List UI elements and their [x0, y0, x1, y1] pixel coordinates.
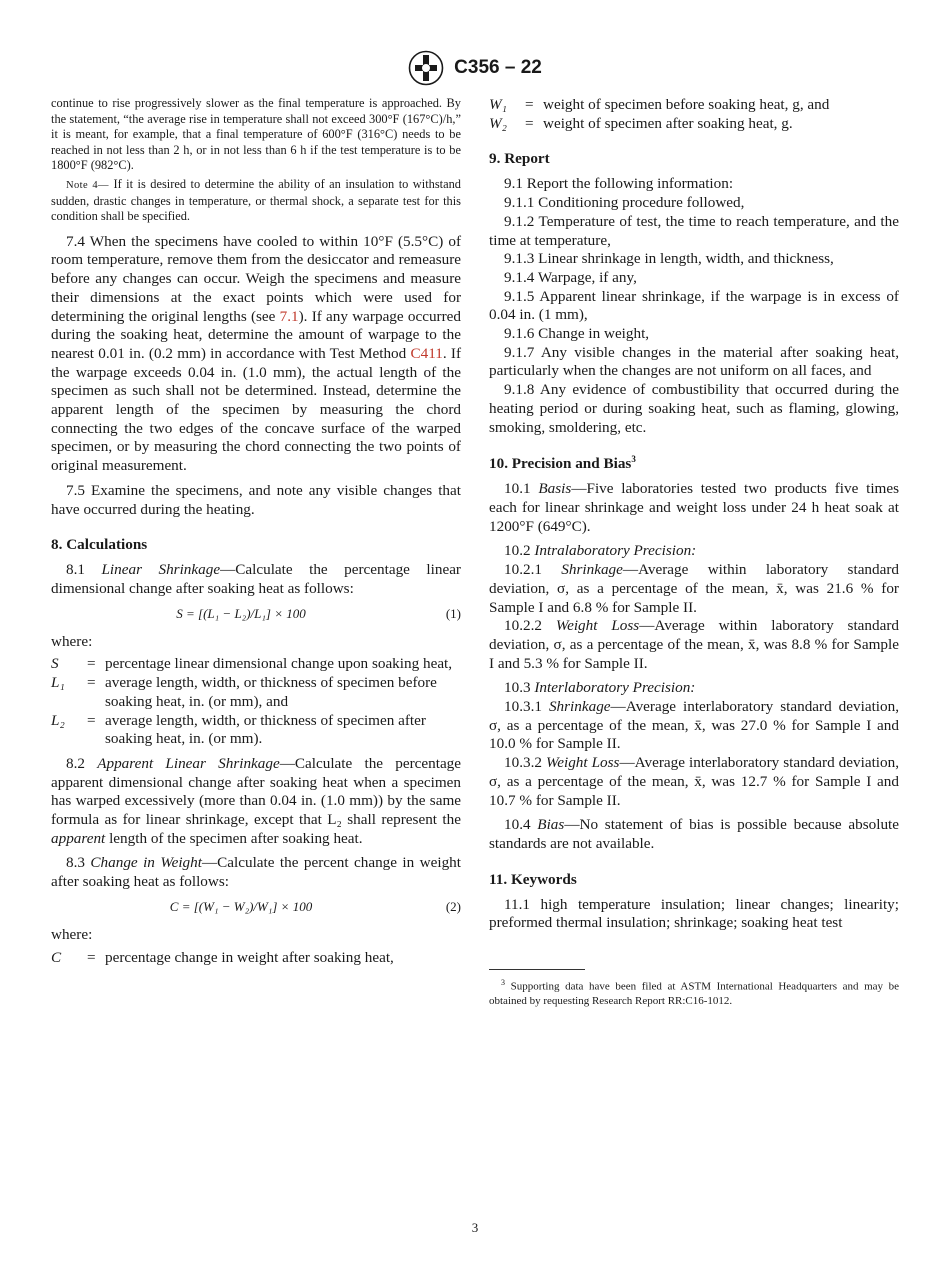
paragraph-text: —Average within laboratory standard deviation, σ, as a percentage of the mean, x̄, was 8.8 % for Sample I and 5.3 % for Sample II. [489, 617, 899, 672]
left-column [51, 96, 461, 973]
paragraph-number: 10.1 [504, 480, 539, 498]
paragraph-number: 8.3 [66, 854, 91, 872]
paragraph-text: length of the specimen after soaking heat. [105, 829, 363, 847]
heading-text: 10. Precision and Bias [489, 455, 632, 473]
definition-equals: = [87, 674, 96, 692]
definition-symbol: W₂ [489, 114, 507, 132]
definition-row [489, 96, 899, 115]
note-label: Note 4— [66, 179, 109, 191]
right-column [489, 96, 899, 1008]
emphasis-text: apparent [51, 829, 106, 847]
definition-row [489, 115, 899, 134]
report-item: 9.1.2 Temperature of test, the time to reach temperature, and the time at temperature, [489, 212, 899, 249]
definition-text: percentage change in weight after soaking heat, [105, 948, 394, 966]
definition-symbol: W₁ [489, 96, 507, 113]
paragraph-text: . If the warpage exceeds 0.04 in. (1.0 mm), the actual length of the specimen as such shall not be determined. Instead, determine the apparent length of the specimen by measuring the chord connecting the two edges of the concave surface of the warped specimen, or by measuring the chord connecting the two points of original measurement. [51, 344, 461, 475]
paragraph-10-3-1 [489, 698, 899, 754]
paragraph-title: Interlaboratory Precision: [534, 679, 696, 697]
report-item: 9.1 Report the following information: [504, 175, 734, 193]
paragraph-7-4 [51, 233, 461, 476]
report-item: 9.1.6 Change in weight, [504, 325, 650, 343]
definition-row [51, 712, 461, 749]
definition-text: average length, width, or thickness of specimen before soaking heat, in. (or mm), and [105, 674, 437, 710]
definition-equals: = [87, 655, 96, 673]
paragraph-title: Intralaboratory Precision: [534, 542, 697, 560]
paragraph-text: —Average interlaboratory standard deviation, σ, as a percentage of the mean, x̄, was 27.0 % for Sample I and 10.0 % for Sample II. [489, 698, 899, 753]
where-label: where: [51, 632, 93, 650]
paragraph-text: —No statement of bias is possible because absolute standards are not available. [489, 816, 899, 852]
definition-text: weight of specimen before soaking heat, g, and [543, 96, 830, 113]
paragraph-text: ). If any warpage occurred during the soaking heat, determine the amount of warpage to the nearest 0.01 in. (0.2 mm) in accordance with Test Method [51, 307, 461, 362]
definition-text: percentage linear dimensional change upon soaking heat, [105, 655, 453, 673]
section-heading-9: 9. Report [489, 150, 550, 168]
definition-symbol: S [51, 655, 59, 673]
paragraph-8-2 [51, 755, 461, 849]
paragraph-title: Apparent Linear Shrinkage [97, 754, 280, 772]
definition-row [51, 655, 461, 674]
footnote-text: Supporting data have been filed at ASTM International Headquarters and may be obtained by requesting Research Report RR:C16-1012. [489, 980, 899, 1007]
equation-formula: S = [(L₁ − L₂)/L₁] × 100 [176, 605, 306, 621]
paragraph-text: —Calculate the percentage linear dimensional change after soaking heat as follows: [51, 561, 461, 597]
paragraph-number: 10.4 [504, 816, 538, 834]
page-header [0, 50, 950, 86]
report-item: 9.1.7 Any visible changes in the material after soaking heat, particularly when the changes are not uniform on all faces, and [489, 343, 899, 380]
footnote [489, 976, 899, 1008]
section-heading-8: 8. Calculations [51, 536, 148, 554]
paragraph-number: 10.2.1 [504, 561, 562, 579]
astm-logo-icon [408, 50, 444, 86]
paragraph-10-4 [489, 816, 899, 853]
paragraph-number: 10.2 [504, 542, 535, 560]
paragraph-number: 10.3 [504, 679, 535, 697]
equation-2 [51, 898, 461, 916]
paragraph-number: 10.3.2 [504, 754, 546, 772]
paragraph-10-1 [489, 480, 899, 536]
report-item: 9.1.5 Apparent linear shrinkage, if the warpage is in excess of 0.04 in. (1 mm), [489, 287, 899, 324]
paragraph-number: 8.1 [66, 561, 102, 579]
continued-paragraph: continue to rise progressively slower as the final temperature is approached. By the statement, “the average rise in temperature shall not exceed 300°F (167°C)/h,” it is meant, for example, that a final temperature of 600°F (316°C) needs to be reached in not less than 2 h, or in not less than 6 h if the test temperature is to be 1800°F (982°C). [51, 96, 461, 173]
paragraph-10-2-2 [489, 617, 899, 673]
equation-1 [51, 605, 461, 623]
equation-formula: C = [(W₁ − W₂)/W₁] × 100 [169, 898, 313, 914]
paragraph-number: 10.2.2 [504, 617, 556, 635]
paragraph-title: Basis [538, 480, 572, 498]
paragraph-text: —Calculate the percent change in weight after soaking heat as follows: [51, 854, 462, 891]
report-item: 9.1.1 Conditioning procedure followed, [504, 194, 745, 212]
equation-number: (1) [445, 605, 461, 621]
report-item: 9.1.4 Warpage, if any, [504, 268, 637, 286]
definition-symbol: L₁ [51, 674, 65, 692]
definition-symbol: L₂ [51, 711, 65, 729]
section-heading-11: 11. Keywords [489, 870, 577, 888]
definition-text: weight of specimen after soaking heat, g. [543, 114, 793, 132]
paragraph-8-1 [51, 561, 461, 598]
definition-row [51, 949, 461, 968]
page-number: 3 [471, 1220, 479, 1235]
where-label: where: [51, 925, 93, 943]
paragraph-text: 7.4 When the specimens have cooled to within 10°F (5.5°C) of room temperature, remove them from the desiccator and remeasure before any changes can occur. Weigh the specimens and measure their dimensions at the exact points which were used for determining the original lengths (see [51, 232, 461, 325]
definition-equals: = [525, 96, 534, 113]
note-text: If it is desired to determine the ability of an insulation to withstand sudden, drastic changes in temperature, or thermal shock, a separate test for this condition shall be specified. [51, 176, 461, 224]
footnote-ref[interactable]: 3 [631, 454, 636, 465]
paragraph-title: Bias [537, 816, 565, 834]
paragraph-10-3-2 [489, 754, 899, 810]
definition-equals: = [87, 948, 96, 966]
definition-equals: = [87, 711, 96, 729]
paragraph-title: Weight Loss [555, 617, 640, 635]
paragraph-7-5: 7.5 Examine the specimens, and note any visible changes that have occurred during the heating. [51, 481, 461, 518]
note-4 [51, 177, 461, 225]
section-ref-link[interactable]: 7.1 [279, 307, 299, 325]
paragraph-text: —Calculate the percentage apparent dimensional change after soaking heat when a specimen has warped excessively (more than 0.04 in. (1.0 mm)) by the same formula as for linear shrinkage, except that L₂ shall represent the [51, 754, 462, 829]
definition-text: average length, width, or thickness of specimen after soaking heat, in. (or mm). [105, 711, 426, 748]
definition-equals: = [525, 114, 534, 132]
definition-row [51, 674, 461, 711]
paragraph-text: —Average interlaboratory standard deviation, σ, as a percentage of the mean, x̄, was 12.7 % for Sample I and 10.7 % for Sample II. [489, 754, 899, 809]
equation-number: (2) [445, 898, 461, 914]
paragraph-text: —Average within laboratory standard deviation, σ, as a percentage of the mean, x̄, was 21.6 % for Sample I and 6.8 % for Sample II. [489, 561, 900, 616]
paragraph-11-1: 11.1 high temperature insulation; linear changes; linearity; preformed thermal insulation; shrinkage; soaking heat test [489, 895, 899, 932]
footnote-marker: 3 [501, 978, 505, 988]
paragraph-10-2 [489, 542, 899, 561]
footnote-divider [489, 969, 585, 970]
standard-ref-link[interactable]: C411 [410, 344, 443, 362]
report-item: 9.1.3 Linear shrinkage in length, width, and thickness, [504, 250, 834, 268]
definitions-list [489, 96, 899, 133]
definitions-list [51, 949, 461, 968]
paragraph-number: 10.3.1 [504, 698, 549, 716]
definition-symbol: C [51, 948, 62, 966]
paragraph-text: —Five laboratories tested two products five times each for linear shrinkage and weight loss under 24 h heat soak at 1200°F (649°C). [489, 480, 900, 535]
paragraph-10-3 [489, 679, 899, 698]
paragraph-number: 8.2 [66, 754, 98, 772]
paragraph-title: Shrinkage [561, 561, 623, 579]
standard-designation: C356 – 22 [454, 57, 542, 78]
paragraph-title: Shrinkage [548, 698, 611, 716]
paragraph-8-3 [51, 854, 461, 891]
paragraph-10-2-1 [489, 561, 899, 617]
paragraph-title: Weight Loss [545, 754, 620, 772]
report-item: 9.1.8 Any evidence of combustibility that occurred during the heating period or during soaking heat, such as flaming, glowing, smoking, smoldering, etc. [489, 381, 899, 436]
paragraph-title: Linear Shrinkage [101, 561, 221, 579]
section-heading-10 [489, 454, 899, 473]
paragraph-title: Change in Weight [90, 854, 202, 872]
definitions-list [51, 655, 461, 749]
